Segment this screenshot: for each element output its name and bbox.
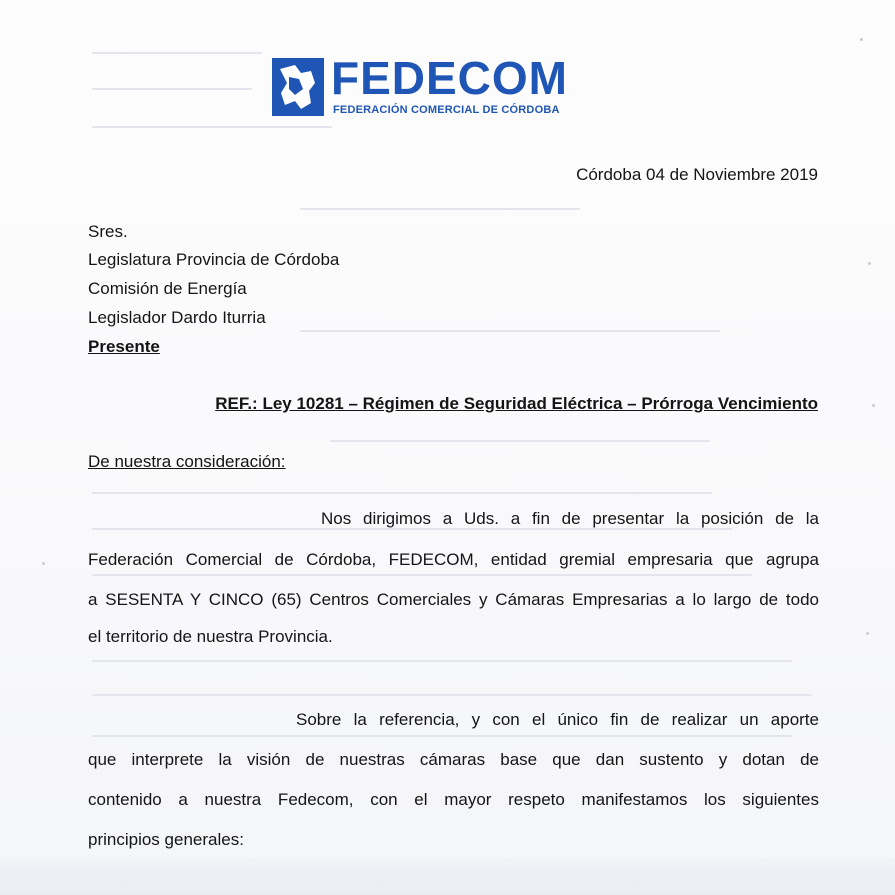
bleed-through-line — [92, 694, 812, 696]
letter-date: Córdoba 04 de Noviembre 2019 — [576, 165, 818, 184]
paragraph-line: principios generales: — [88, 830, 244, 849]
bleed-through-line — [92, 88, 252, 90]
bleed-through-line — [92, 52, 262, 54]
paper-speck — [860, 38, 863, 41]
reference-line: REF.: Ley 10281 – Régimen de Seguridad Eléctrica – Prórroga Vencimiento — [215, 394, 818, 413]
paper-fold-shadow — [0, 858, 895, 895]
bleed-through-line — [92, 660, 792, 662]
bleed-through-line — [92, 492, 712, 494]
paragraph-line: Nos dirigimos a Uds. a fin de presentar la posición de la — [321, 509, 819, 528]
recipient-line: Comisión de Energía — [88, 279, 247, 298]
bleed-through-line — [330, 440, 710, 442]
paragraph-line: a SESENTA Y CINCO (65) Centros Comerciales y Cámaras Empresarias a lo largo de todo — [88, 590, 819, 609]
paper-speck — [866, 632, 869, 635]
paper-speck — [868, 262, 871, 265]
fedecom-logo-icon — [271, 57, 325, 117]
bleed-through-line — [92, 574, 752, 576]
bleed-through-line — [300, 208, 580, 210]
recipient-line: Sres. — [88, 222, 128, 241]
letterhead-subtitle: FEDERACIÓN COMERCIAL DE CÓRDOBA — [333, 104, 560, 116]
fedecom-letterhead — [271, 52, 571, 123]
paragraph-line: contenido a nuestra Fedecom, con el mayor respeto manifestamos los siguientes — [88, 790, 819, 809]
paper-speck — [42, 562, 45, 565]
bleed-through-line — [92, 735, 792, 737]
bleed-through-line — [92, 126, 332, 128]
salutation: De nuestra consideración: — [88, 452, 286, 471]
paragraph-line: que interprete la visión de nuestras cámaras base que dan sustento y dotan de — [88, 750, 819, 769]
recipient-line: Legislatura Provincia de Córdoba — [88, 250, 340, 269]
paragraph-line: Federación Comercial de Córdoba, FEDECOM, entidad gremial empresaria que agrupa — [88, 550, 819, 569]
paragraph-line: Sobre la referencia, y con el único fin de realizar un aporte — [296, 710, 819, 729]
letterhead-name: FEDECOM — [331, 52, 568, 104]
recipient-line: Legislador Dardo Iturria — [88, 308, 266, 327]
recipient-presente: Presente — [88, 337, 160, 356]
bleed-through-line — [300, 330, 720, 332]
paper-speck — [872, 404, 875, 407]
paragraph-line: el territorio de nuestra Provincia. — [88, 627, 333, 646]
